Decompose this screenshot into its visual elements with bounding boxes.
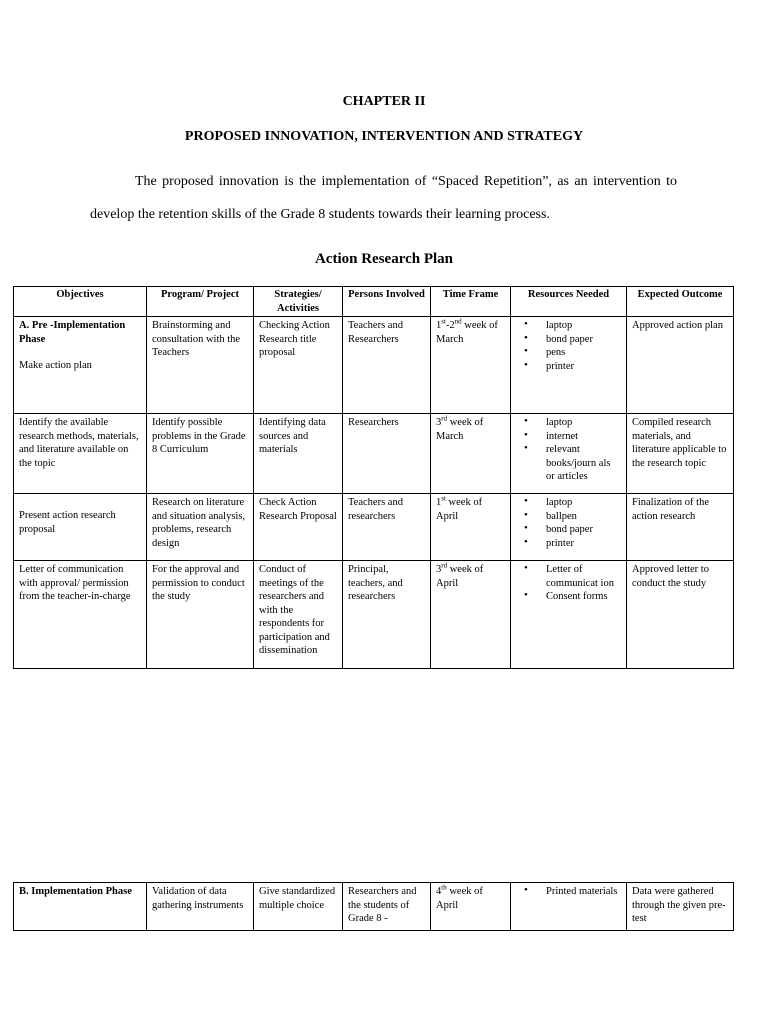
time-frame-cell: 1st-2nd week of March	[431, 317, 511, 414]
table-row	[14, 494, 734, 561]
bullet-icon: •	[524, 442, 528, 454]
strategy-cell: Give standardized multiple choice	[254, 883, 343, 931]
action-research-plan-table	[13, 286, 734, 669]
bullet-icon: •	[524, 884, 528, 896]
bullet-icon: •	[524, 415, 528, 427]
list-item: • bond paper	[524, 331, 593, 345]
strategy-cell: Identifying data sources and materials	[254, 414, 343, 494]
outcome-cell: Approved action plan	[627, 317, 734, 414]
header-program: Program/ Project	[147, 287, 254, 317]
strategy-cell: Checking Action Research title proposal	[254, 317, 343, 414]
objective-text: Make action plan	[19, 360, 92, 371]
persons-cell: Researchers	[343, 414, 431, 494]
bullet-icon: •	[524, 318, 528, 330]
persons-cell: Teachers and Researchers	[343, 317, 431, 414]
objective-cell: Letter of communication with approval/ permission from the teacher-in-charge	[14, 561, 147, 669]
header-persons: Persons Involved	[343, 287, 431, 317]
list-item: • relevant books/journ als or articles	[524, 442, 611, 482]
bullet-icon: •	[524, 508, 528, 521]
bullet-icon: •	[524, 495, 528, 507]
list-item: • ballpen	[524, 508, 577, 522]
list-item: • pens	[524, 345, 566, 358]
phase-label: B. Implementation Phase	[14, 883, 147, 931]
list-item: • Printed materials	[524, 884, 618, 897]
time-frame-cell: 3rd week of March	[431, 414, 511, 494]
persons-cell: Researchers and the students of Grade 8 -	[343, 883, 431, 931]
chapter-heading: CHAPTER II	[342, 94, 426, 109]
time-frame-cell: 3rd week of April	[431, 561, 511, 669]
bullet-icon: •	[524, 345, 528, 357]
persons-cell: Principal, teachers, and researchers	[343, 561, 431, 669]
outcome-cell: Compiled research materials, and literature applicable to the research topic	[627, 414, 734, 494]
program-cell: Brainstorming and consultation with the Teachers	[147, 317, 254, 414]
bullet-icon: •	[524, 589, 528, 601]
program-cell: Research on literature and situation analysis, problems, research design	[147, 494, 254, 561]
intro-paragraph-line-1: The proposed innovation is the implementation of “Spaced Repetition”, as an intervention to	[135, 174, 677, 189]
plan-title: Action Research Plan	[314, 251, 454, 267]
header-objectives: Objectives	[14, 287, 147, 317]
intro-paragraph-line-2: develop the retention skills of the Grade 8 students towards their learning process.	[90, 207, 550, 222]
persons-cell: Teachers and researchers	[343, 494, 431, 561]
phase-label: A. Pre -Implementation Phase	[19, 320, 126, 345]
list-item: • Consent forms	[524, 589, 608, 602]
implementation-phase-table	[13, 882, 734, 931]
list-item: • laptop	[524, 495, 573, 508]
resources-cell	[511, 883, 627, 931]
bullet-icon: •	[524, 522, 528, 534]
list-item: • internet	[524, 428, 579, 442]
list-item: • printer	[524, 358, 574, 372]
document-title: PROPOSED INNOVATION, INTERVENTION AND STRATEGY	[184, 129, 584, 144]
header-outcome: Expected Outcome	[627, 287, 734, 317]
program-cell: For the approval and permission to conduct the study	[147, 561, 254, 669]
time-frame-cell: 1st week of April	[431, 494, 511, 561]
table-row	[14, 561, 734, 669]
strategy-cell: Check Action Research Proposal	[254, 494, 343, 561]
bullet-icon: •	[524, 535, 528, 548]
time-frame-cell: 4th week of April	[431, 883, 511, 931]
objective-cell: Identify the available research methods, materials, and literature available on the topic	[14, 414, 147, 494]
outcome-cell: Finalization of the action research	[627, 494, 734, 561]
list-item: • laptop	[524, 318, 573, 331]
header-resources: Resources Needed	[511, 287, 627, 317]
table-row	[14, 317, 734, 414]
header-time-frame: Time Frame	[431, 287, 511, 317]
resources-cell	[511, 414, 627, 494]
program-cell: Identify possible problems in the Grade 8 Curriculum	[147, 414, 254, 494]
resources-cell	[511, 317, 627, 414]
resources-cell	[511, 494, 627, 561]
outcome-cell: Data were gathered through the given pre-test	[627, 883, 734, 931]
objective-cell: Present action research proposal	[14, 494, 147, 561]
bullet-icon: •	[524, 562, 528, 574]
table-row	[14, 414, 734, 494]
list-item: • laptop	[524, 415, 573, 428]
list-item: • bond paper	[524, 522, 593, 535]
table-row	[14, 883, 734, 931]
list-item: • Letter of communicat ion	[524, 562, 614, 589]
strategy-cell: Conduct of meetings of the researchers and with the respondents for participation and dissemination	[254, 561, 343, 669]
bullet-icon: •	[524, 358, 528, 371]
program-cell: Validation of data gathering instruments	[147, 883, 254, 931]
bullet-icon: •	[524, 331, 528, 344]
bullet-icon: •	[524, 428, 528, 441]
list-item: • printer	[524, 535, 574, 549]
outcome-cell: Approved letter to conduct the study	[627, 561, 734, 669]
table-header-row	[14, 287, 734, 317]
resources-cell	[511, 561, 627, 669]
header-strategies: Strategies/ Activities	[254, 287, 343, 317]
objective-cell	[14, 317, 147, 414]
